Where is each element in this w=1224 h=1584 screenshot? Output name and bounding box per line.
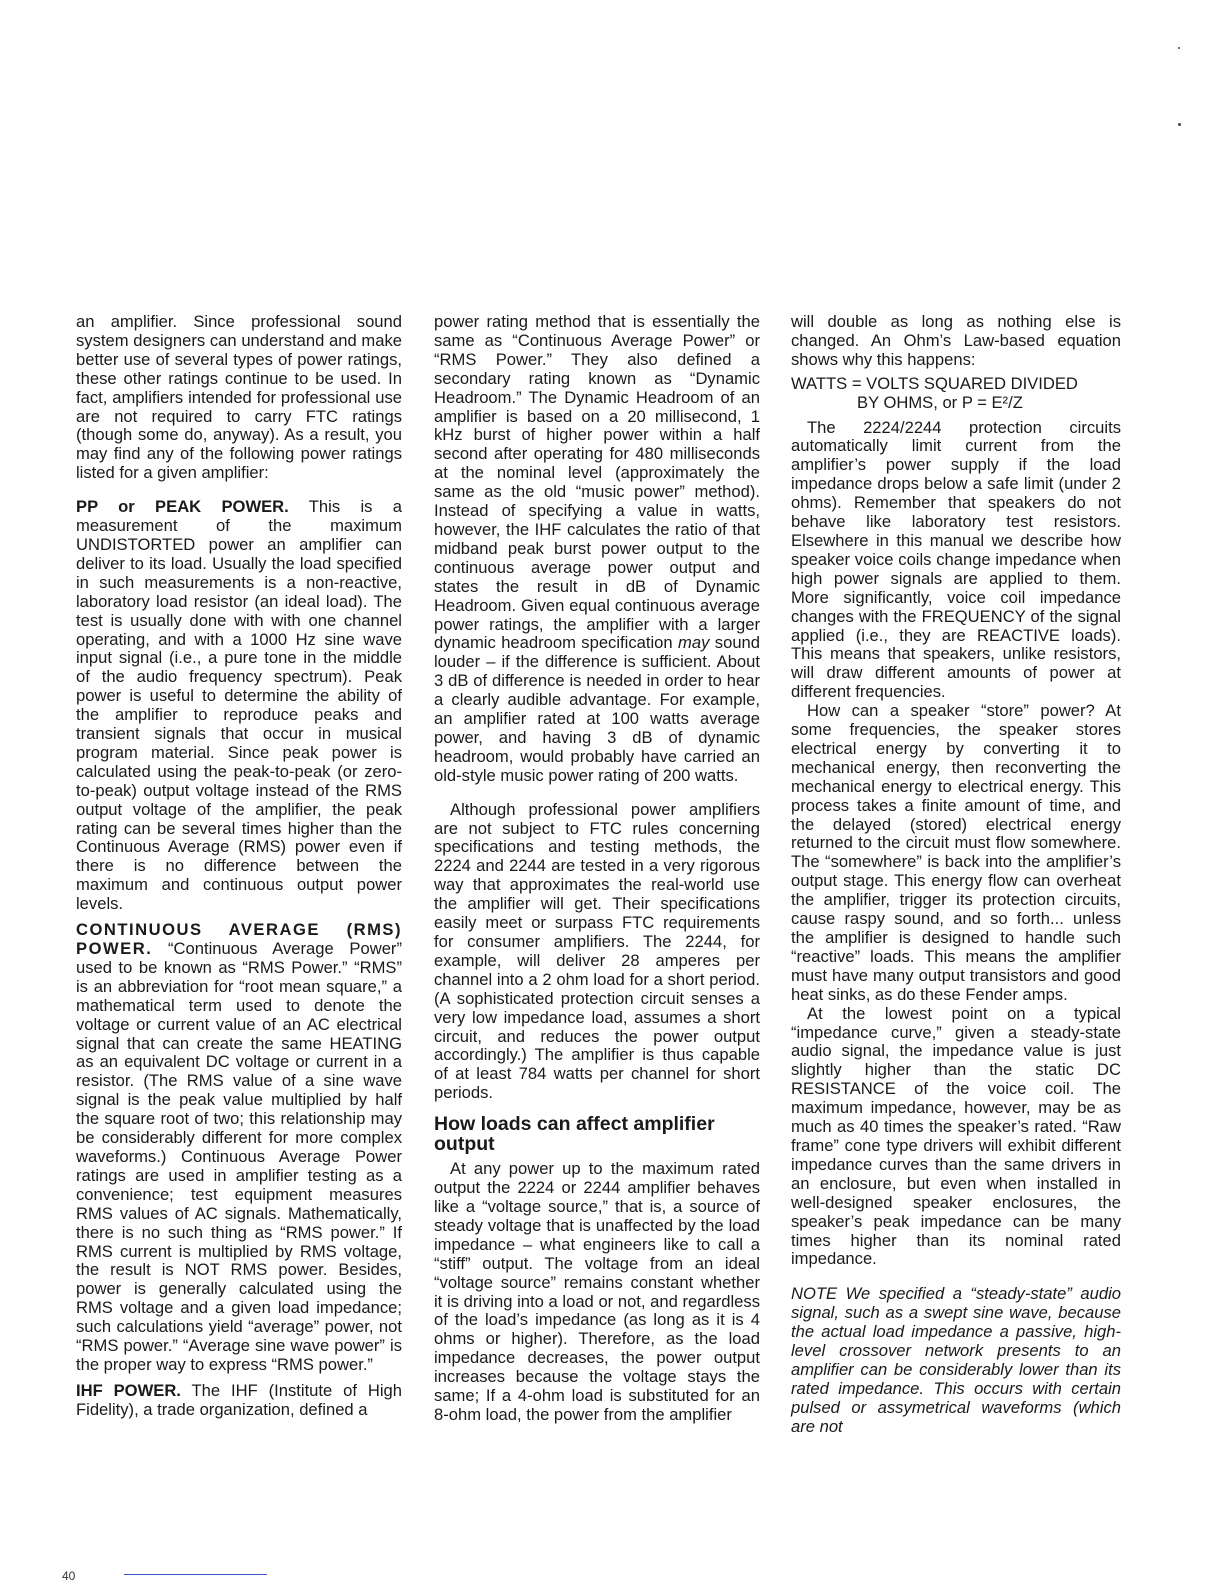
paragraph-voltage-source: At any power up to the maximum rated output the 2224 or 2244 amplifier behaves like a “voltage source,” that is, a source of steady voltage that is unaffected by the load impedance – what engineers like to call a “stiff” output. The voltage from an ideal “voltage source” remains constant whether it is driving into a load or not, and regardless of the load’s impedance (as long as it is 4 ohms or higher). Therefore, as the load impedance decreases, the power output increases because the voltage stays the same; If a 4-ohm load is substituted for an 8-ohm load, the power from the amplifier bbox=[434, 1159, 760, 1424]
ihf-power-text: The IHF (Institute of High Fidelity), a trade organization, defined a bbox=[76, 1380, 402, 1419]
paragraph-impedance-curve: At the lowest point on a typical “impedance curve,” given a steady-state audio signal, the impedance value is just slightly higher than the static DC RESISTANCE of the voice coil. The maximum impedance, however, may be as much as 40 times the speaker’s rated. “Raw frame” cone type drivers will exhibit different impedance curves than the same drivers in an enclosure, but even when installed in well-designed speaker enclosures, the speaker’s peak impedance can be many times higher than its nominal rated impedance. bbox=[791, 1003, 1121, 1269]
scan-speck bbox=[1178, 47, 1180, 49]
paragraph-protection: The 2224/2244 protection circuits automatically limit current from the amplifier’s power supply if the load impedance drops below a safe limit (under 2 ohms). Remember that speakers do not behave like laboratory test resistors. Elsewhere in this manual we describe how speaker voice coils change impedance when high power signals are applied to them. More significantly, voice coil impedance changes with the FREQUENCY of the signal applied (i.e., they are REACTIVE loads). This means that speakers, unlike resistors, will draw different amounts of power at different frequencies. bbox=[791, 417, 1121, 702]
emphasis-may: may bbox=[678, 633, 710, 653]
paragraph-peak-power bbox=[76, 498, 402, 914]
paragraph-store-power: How can a speaker “store” power? At some frequencies, the speaker stores electrical energy by converting it to mechanical energy, then reconverting the mechanical energy to electrical energy. This process takes a finite amount of time, and the delayed (stored) electrical energy returned to the circuit must flow somewhere. The “somewhere” is back into the amplifier’s output stage. This energy flow can overheat the amplifier, trigger its protection circuits, cause raspy sound, and so forth... unless the amplifier is designed to handle such “reactive” loads. This means the amplifier must have many output transistors and good heat sinks, as do these Fender amps. bbox=[791, 701, 1121, 1004]
note-steady-state: NOTE We specified a “steady-state” audio signal, such as a swept sine wave, because the actual load impedance a passive, high-level crossover network presents to an amplifier can be considerably lower than its rated impedance. This occurs with certain pulsed or assymetrical waveforms (which are not bbox=[791, 1284, 1121, 1436]
equation-line-1: WATTS = VOLTS SQUARED DIVIDED bbox=[791, 373, 1078, 393]
rms-power-text: “Continuous Average Power” used to be known as “RMS Power.” “RMS” is an abbreviation for “root mean square,” a mathematical term used to denote the voltage or current value of an AC electrical signal that can create the same HEATING as an equivalent DC voltage or current in a resistor. (The RMS value of a sine wave signal is the peak value multiplied by half the square root of two; this relationship may be considerably different for more complex waveforms.) Continuous Average Power ratings are used in amplifier testing as a convenience; test equipment measures RMS values of AC signals. Mathematically, there is no such thing as “RMS power.” If RMS current is multiplied by RMS voltage, the result is NOT RMS power. Besides, power is generally calculated using the RMS voltage and a given load impedance; such calculations yield “average” power, not “RMS power.” “Average sine wave power” is the proper way to express “RMS power.” bbox=[76, 939, 402, 1374]
equation-line-2: BY OHMS, or P = E²/Z bbox=[857, 392, 1023, 412]
column-left bbox=[76, 313, 402, 1420]
paragraph-dynamic-headroom bbox=[434, 313, 760, 786]
headroom-text-end: sound louder – if the difference is sufficient. About 3 dB of difference is needed in order to hear a clearly audible advantage. For example, an amplifier rated at 100 watts average power, and having 3 dB of dynamic headroom, would probably have carried an old-style music power rating of 200 watts. bbox=[434, 633, 761, 785]
paragraph-intro: an amplifier. Since professional sound system designers can understand and make better use of several types of power ratings, these other ratings continue to be used. In fact, amplifiers intended for professional use are not required to carry FTC ratings (though some do, anyway). As a result, you may find any of the following power ratings listed for a given amplifier: bbox=[76, 312, 402, 483]
paragraph-rms-power bbox=[76, 921, 402, 1375]
column-middle bbox=[434, 313, 760, 1425]
equation-power bbox=[791, 375, 1121, 413]
paragraph-ohms-law: will double as long as nothing else is changed. An Ohm’s Law-based equation shows why this happens: bbox=[791, 312, 1121, 369]
footer-rule bbox=[124, 1574, 267, 1575]
paragraph-ihf-power bbox=[76, 1382, 402, 1420]
peak-power-text: This is a measurement of the maximum UNDISTORTED power an amplifier can deliver to its load. Usually the load specified in such measurements is a non-reactive, laboratory load resistor (an ideal load). The test is usually done with with one channel operating, and with a 1000 Hz sine wave input signal (i.e., a pure tone in the middle of the audio frequency spectrum). Peak power is useful to determine the ability of the amplifier to reproduce peaks and transient signals that occur in musical program material. Since peak power is calculated using the peak-to-peak (or zero-to-peak) output voltage instead of the RMS output voltage of the amplifier, the peak rating can be several times higher than the Continuous Average (RMS) power even if there is no difference between the maximum and continuous output power levels. bbox=[76, 497, 402, 914]
term-rms-power: CONTINUOUS AVERAGE (RMS) POWER. bbox=[76, 920, 402, 958]
term-peak-power: PP or PEAK POWER. bbox=[76, 497, 289, 517]
headroom-text: power rating method that is essentially the same as “Continuous Average Power” or “RMS Power.” They also defined a secondary rating known as “Dynamic Headroom.” The Dynamic Headroom of an amplifier is based on a 20 millisecond, 1 kHz burst of higher power within a half second after operating for 480 milliseconds at the nominal level (approximately the same as the old “music power” method). Instead of specifying a value in watts, however, the IHF calculates the ratio of that midband peak burst power output to the continuous average power output and states the result in dB of Dynamic Headroom. Given equal continuous average power ratings, the amplifier with a larger dynamic headroom specification bbox=[434, 312, 760, 653]
scan-speck bbox=[1178, 123, 1181, 126]
term-ihf-power: IHF POWER. bbox=[76, 1380, 181, 1400]
paragraph-ftc-testing: Although professional power amplifiers are not subject to FTC rules concerning specifications and testing methods, the 2224 and 2244 are tested in a very rigorous way that approximates the real-world use the amplifier will get. Their specifications easily meet or surpass FTC requirements for consumer amplifiers. The 2244, for example, will deliver 28 amperes per channel into a 2 ohm load for a short period. (A sophisticated protection circuit senses a very low impedance load, assumes a short circuit, and reduces the power output accordingly.) The amplifier is thus capable of at least 784 watts per channel for short periods. bbox=[434, 799, 760, 1103]
page-number: 40 bbox=[62, 1569, 76, 1583]
column-right bbox=[791, 313, 1121, 1437]
section-heading: How loads can affect amplifier output bbox=[434, 1113, 715, 1156]
